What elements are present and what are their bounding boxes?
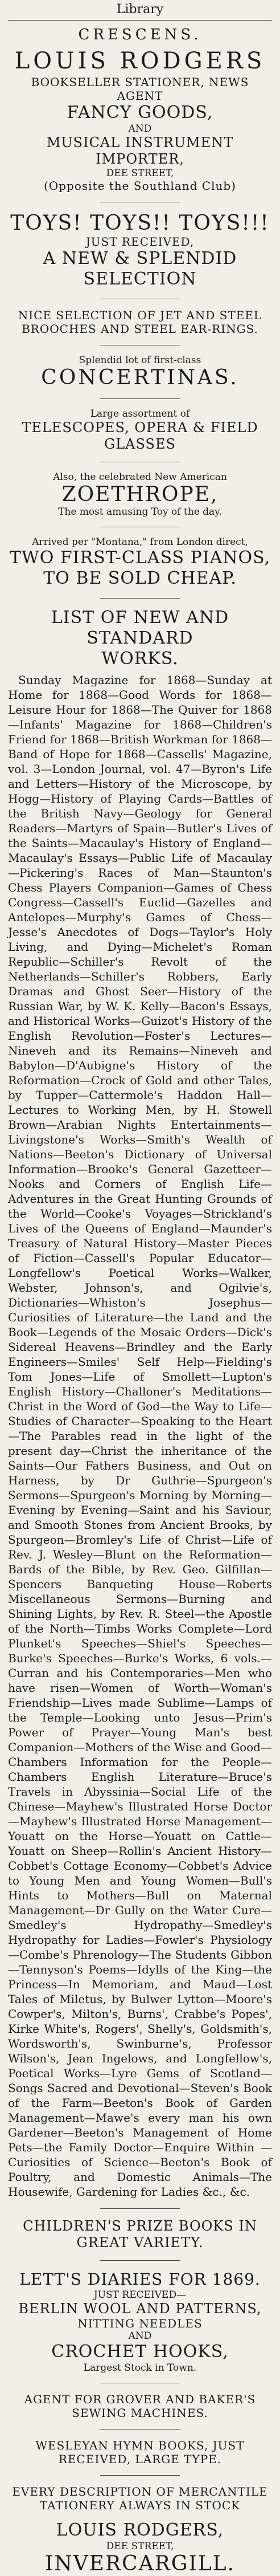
divider (100, 2429, 179, 2430)
agent-sewing: AGENT FOR GROVER AND BAKER'S SEWING MACHINES. (24, 2392, 256, 2420)
wesleyan-hymn: WESLEYAN HYMN BOOKS, JUST RECEIVED, LARGE TYPE. (35, 2439, 245, 2467)
assortment: Large assortment of (90, 408, 190, 420)
berlin-wool: BERLIN WOOL AND PATTERNS, (18, 2300, 262, 2317)
concertinas-intro: Splendid lot of first-class (79, 354, 201, 366)
street: DEE STREET, (106, 167, 174, 179)
divider (100, 398, 179, 399)
brooches: BROOCHES AND STEEL EAR-RINGS. (22, 322, 258, 336)
jet-steel: NICE SELECTION OF JET AND STEEL (18, 308, 262, 322)
divider (100, 598, 179, 599)
crochet-hooks: CROCHET HOOKS, (51, 2342, 229, 2362)
and-text: AND (128, 123, 152, 135)
page-header: Library (8, 0, 272, 21)
musical-importer: MUSICAL INSTRUMENT IMPORTER, (46, 135, 234, 167)
divider (100, 2208, 179, 2209)
divider (100, 2260, 179, 2261)
crescens-heading: CRESCENS. (78, 26, 202, 43)
signature-town: INVERCARGILL. (45, 2552, 235, 2576)
mercantile-stationery: EVERY DESCRIPTION OF MERCANTILE TATIONERY ALWAYS IN STOCK (12, 2485, 268, 2513)
list-title: LIST OF NEW AND STANDARD (51, 608, 229, 649)
berlin-received: JUST RECEIVED— (93, 2289, 187, 2301)
works-list: Sunday Magazine for 1868—Sunday at Home for 1868—Good Words for 1868—Leisure Hour for 1868—The Quiver for 1868—Infants' Magazine for 1868—Children's Friend for 1868—British Workman for 1868—Band of Hope for 1868—Cassells' Magazine, vol. 3—London Journal, vol. 47—Byron's Life and Letters—History of the Microscope, by Hogg—History of Playing Cards—Battles of the British Navy—Geology for General Readers—Martyrs of Spain—Butler's Lives of the Saints—Macaulay's History of England—Macaulay's Essays—Public Life of Macaulay—Pickering's Races of Man—Staunton's Chess Players Companion—Games of Chess Congress—Cassell's Euclid—Gazelles and Antelopes—Murphy's Games of Chess—Jesse's Anecdotes of Dogs—Taylor's Holy Living, and Dying—Michelet's Roman Republic—Schiller's Revolt of the Netherlands—Schiller's Robbers, Early Dramas and Ghost Seer—History of the Russian War, by W. K. Kelly—Bacon's Essays, and Historical Works—Guizot's History of the English Revolution—Foster's Lectures—Nineveh and its Remains—Nineveh and Babylon—D'Aubigne's History of the Reformation—Crock of Gold and other Tales, by Tupper—Cattermole's Haddon Hall—Lectures to Working Men, by H. Stowell Brown—Arabian Nights Entertainments—Livingstone's Works—Smith's Wealth of Nations—Beeton's Dictionary of Universal Information—Brooke's General Gazetteer—Nooks and Corners of English Life—Adventures in the Great Hunting Grounds of the World—Cooke's Voyages—Strickland's Lives of the Queens of England—Maunder's Treasury of Natural History—Master Pieces of Fiction—Cassell's Popular Educator—Longfellow's Poetical Works—Walker, Webster, Johnson's, and Ogilvie's, Dictionaries—Whiston's Josephus—Curiosities of Literature—the Land and the Book—Legends of the Mosaic Orders—Dick's Sidereal Heavens—Brindley and the Early Engineers—Smiles' Self Help—Fielding's Tom Jones—Life of Smollett—Lupton's English History—Challoner's Meditations—Christ in the Word of God—the Way to Life—Studies of Character—Speaking to the Heart—The Parables read in the light of the present day—Christ the inheritance of the Saints—Our Fathers Business, and Out on Harness, by Dr Guthrie—Spurgeon's Sermons—Spurgeon's Morning by Morning—Evening by Evening—Saint and his Saviour, and Smooth Stones from Ancient Brooks, by Spurgeon—Bromley's Life of Christ—Life of Rev. J. Wesley—Blunt on the Reformation—Bards of the Bible, by Rev. Geo. Gilfillan—Spencers Banqueting House—Roberts Miscellaneous Sermons—Burning and Shining Lights, by Rev. R. Steel—the Apostle of the North—Timbs Works Complete—Lord Plunket's Speeches—Shiel's Speeches—Burke's Speeches—Burke's Works, 6 vols.—Curran and his Contemporaries—Men who have risen—Women of Worth—Woman's Friendship—Lives made Sublime—Lamps of the Temple—Looking unto Jesus—Prim's Power of Prayer—Young Man's best Companion—Mothers of the Wise and Good—Chambers Information for the People—Chambers English Literature—Bruce's Travels in Abyssinia—Social Life of the Chinese—Mayhew's Illustrated Horse Doctor—Mayhew's Illustrated Horse Management—Youatt on the Horse—Youatt on Cattle—Youatt on Sheep—Rollin's Ancient History—Cobbet's Cottage Economy—Cobbet's Advice to Young Men and Young Women—Bull's Hints to Mothers—Bull on Maternal Management—Dr Gully on the Water Cure—Smedley's Hydropathy—Smedley's Hydropathy for Ladies—Fowler's Physiology—Combe's Phrenology—The Students Gibbon—Tennyson's Poems—Idylls of the King—the Princess—In Memoriam, and Maud—Lost Tales of Miletus, by Bulwer Lytton—Moore's Cowper's, Milton's, Burns', Crabbe's Popes', Kirke White's, Rogers', Shelly's, Goldsmith's, Wordsworth's, Swinburne's, Professor Wilson's, Jean Ingelows, and Longfellow's, Poetical Works—Lyre Gems of Scotland—Songs Sacred and Devotional—Steven's Book of the Farm—Beeton's Book of Garden Management—Mawe's every man his own Gardener—Beeton's Management of Home Pets—the Family Doctor—Enquire Within — Curiosities of Science—Beeton's Book of Poultry, and Domestic Animals—The Housewife, Gardening for Ladies &c., &c. (8, 673, 272, 2199)
tagline: BOOKSELLER STATIONER, NEWS AGENT (31, 75, 249, 103)
new-selection: A NEW & SPLENDID SELECTION (43, 248, 237, 289)
zoetrope: ZOETHROPE, (61, 482, 219, 506)
signature-street: DEE STREET, (106, 2541, 174, 2553)
largest-stock: Largest Stock in Town. (83, 2362, 197, 2374)
divider (100, 2475, 179, 2476)
fancy-goods: FANCY GOODS, (67, 103, 213, 123)
list-title-2: WORKS. (101, 649, 179, 669)
just-received: JUST RECEIVED, (85, 234, 195, 249)
also-text: Also, the celebrated New American (53, 471, 227, 483)
amusing-toy: The most amusing Toy of the day. (58, 506, 222, 518)
arrived-text: Arrived per "Montana," from London direct, (32, 536, 248, 548)
pianos: TWO FIRST-CLASS PIANOS, (9, 548, 271, 568)
concertinas: CONCERTINAS. (41, 365, 239, 389)
signature-name: LOUIS RODGERS, (56, 2520, 224, 2541)
sold-cheap: TO BE SOLD CHEAP. (43, 568, 237, 589)
toys-heading: TOYS! TOYS!! TOYS!!! (10, 211, 270, 235)
letts-diaries: LETT'S DIARIES FOR 1869. (19, 2269, 261, 2289)
and-text-2: AND (128, 2330, 152, 2342)
opposite-club: (Opposite the Southland Club) (44, 178, 236, 193)
telescopes: TELESCOPES, OPERA & FIELD GLASSES (22, 420, 258, 453)
prize-books: CHILDREN'S PRIZE BOOKS IN GREAT VARIETY. (23, 2218, 257, 2251)
shop-name: LOUIS RODGERS (14, 48, 266, 74)
netting-needles: NITTING NEEDLES (77, 2317, 203, 2331)
